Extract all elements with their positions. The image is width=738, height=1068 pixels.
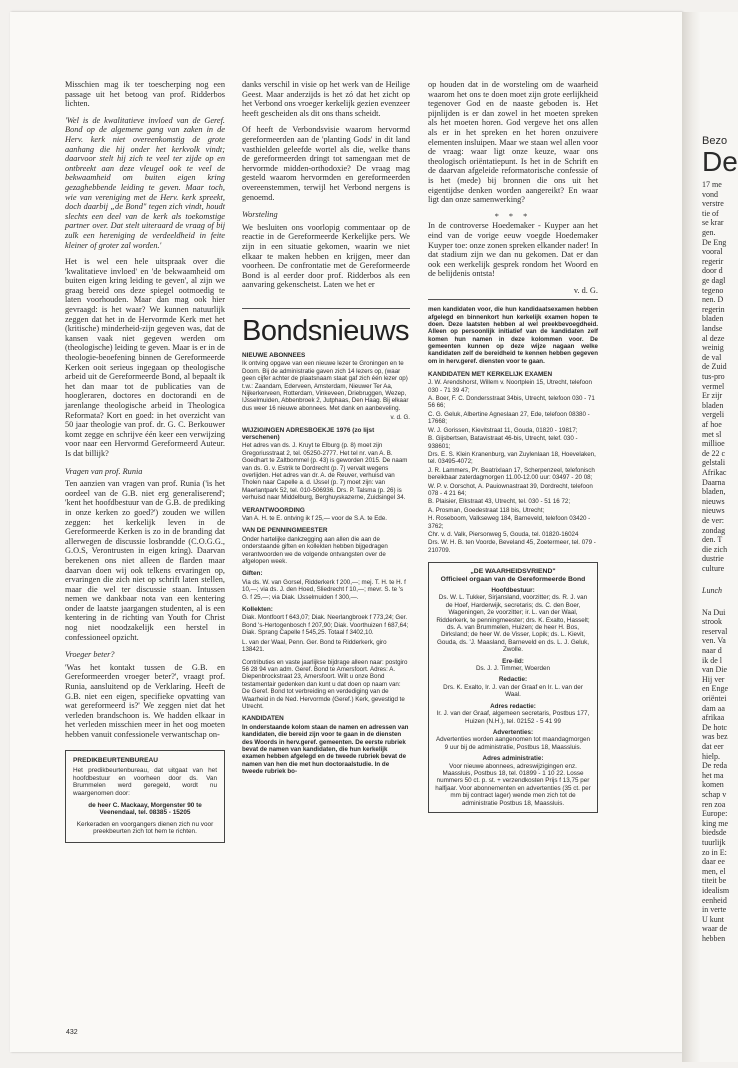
right-page-line: in verte [702, 905, 727, 915]
right-page-line: Er zijr [702, 391, 723, 401]
right-page-line: Daarna [702, 477, 726, 487]
list-item: Drs. E. S. Klein Kranenburg, van Zuylenlaan 18, Hoevelaken, tel. 03495-4072; [428, 450, 596, 466]
right-page-line: de val [702, 352, 722, 362]
subheading-vroeger: Vroeger beter? [65, 650, 115, 660]
right-page-line: naar d [702, 646, 722, 655]
right-page-line: landse [702, 324, 723, 333]
list-item: Drs. W. H. B. ten Voorde, Beveland 45, Zoetermeer, tel. 079 - 210709. [428, 539, 596, 554]
right-page-line: afrikaa [702, 713, 725, 723]
right-page-line: de Zuid [702, 362, 727, 372]
right-page-line: strook [702, 617, 722, 627]
colophon-heading: Adres redactie: [490, 702, 536, 710]
colophon-text: Drs. K. Exalto, Ir. J. van der Graaf en Ir. L. van der Waal. [443, 683, 583, 699]
right-page-line: dam aa [702, 703, 725, 713]
right-page-line: regerir [702, 256, 724, 266]
section-heading: VAN DE PENNINGMEESTER [242, 527, 328, 535]
right-page-line: nen. D [702, 295, 724, 305]
section-heading: KANDIDATEN [242, 715, 284, 723]
right-page-line: zondag [702, 525, 726, 535]
right-page-line: reserval [702, 626, 728, 636]
list-item: W. P. v. Oorschot, A. Pauiownastraat 39, Dordrecht, telefoon 078 - 4 21 64; [428, 482, 593, 497]
kandidaten-intro: men kandidaten voor, die hun kandidaatsexamen hebben afgelegd en binnenkort hun kerkelijk examen hopen te doen. Deze laatsten hebben al wel preekbevoegdheid. Alleen op persoonlijk initiatief van de kandidaten zelf komen hun namen in deze kolommen voor. De gemeenten kunnen op deze wijze nagaan welke kandidaten zelf de bereidheid te kennen hebben gegeven om in herv.geref. diensten voor te gaan. [428, 306, 598, 365]
section-break: * * * [494, 211, 532, 221]
right-page-line: eenheid [702, 895, 727, 905]
section-text: In onderstaande kolom staan de namen en adressen van kandidaten, die bereid zijn voor te gaan in de diensten des Woords in herv.geref. gemeenten. De eerste rubriek bevat de namen van kandidaten, die hun kerkelijk examen hebben afgelegd en de tweede rubriek bevat de namen van hen die met hun doctoraalstudie. In de tweede rubriek bo- [242, 723, 409, 776]
section-heading: Giften: [242, 570, 263, 578]
right-page-line: biedsde [702, 828, 727, 838]
right-page-line: titeit be [702, 876, 727, 886]
right-page-line: waar de [702, 924, 728, 934]
right-page-line: nieuws [702, 506, 725, 516]
colophon-heading: Hoofdbestuur: [491, 587, 535, 594]
bondsnieuws-headline: Bondsnieuws [242, 314, 409, 347]
right-page-line: se krar [702, 218, 724, 228]
right-page-line: hielp. [702, 751, 720, 761]
right-page-line: tegeno [702, 285, 724, 295]
right-page-line: bladen [702, 314, 724, 324]
colophon-text: Ds. W. L. Tukker, Sirjansland, voorzitter; ds. R. J. van de Hoef, Harderwijk, secretaris; ds. C. den Boer, Wageningen, 2e voorzitter; ir. L. van der Waal, Ridderkerk, te penningmeester; drs. K. Exalto, Hasselt; ds. A. van Brummelen, Huizen; de heer H. Bos, Dirksland; de heer W. de Visser, Lopik; ds. L. Kievit, Gouda, ds. 'J. Maasland, Barneveld en ds. L. J. Geluk, Zwolle. [436, 594, 590, 654]
box-contact: de heer C. Mackaay, Morgenster 90 te Veenendaal, tel. 08385 - 15205 [88, 801, 202, 817]
divider [242, 308, 410, 309]
colophon-text: Advertenties worden aangenomen tot maandagmorgen 9 uur bij de administratie, Postbus 18, Maassluis. [435, 736, 591, 751]
right-page-line: idealism [702, 886, 730, 895]
signature: L. van der Waal, Penn. Ger. Bond te Ridderkerk, giro 138421. [242, 638, 387, 654]
paragraph: Of heeft de Verbondsvisie waarom hervormd gereformeerden aan de 'planting Gods' in dit land vasthielden geleefde wortel als die, welke thans de gereformeerden dringt tot samengaan met de hervormde midden-orthodoxie? De vraag mag gesteld waarom hervormden en gereformeerden overeenstemmen, terwijl het Verbond nergens is genoemd. [242, 125, 410, 202]
right-page-line: daar ee [702, 857, 725, 867]
colophon-box [428, 562, 598, 813]
colophon-heading: Advertenties: [492, 728, 534, 736]
right-page-line: Afrikac [702, 468, 727, 477]
bondsnieuws-section [242, 352, 410, 776]
intro-paragraph: Misschien mag ik ter toescherping nog een passage uit het betoog van prof. Ridderbos lichten. [65, 80, 225, 109]
right-page-line: bladen [702, 400, 724, 410]
right-page-line: ik de l [702, 655, 722, 665]
colophon-heading: Adres administratie: [482, 755, 544, 763]
colophon-text: Ds. J. J. Timmer, Woerden [475, 665, 551, 673]
right-page-line: schap v [702, 790, 727, 799]
right-page-line: De reda [702, 761, 728, 771]
right-page-line: nieuws [702, 496, 725, 506]
right-page-line: men, el [702, 866, 726, 876]
right-page-line: De Eng [702, 237, 727, 247]
section-text: Van A. H. te E. ontving ik f 25,— voor de S.A. te Ede. [242, 515, 388, 522]
colophon-title: „DE WAARHEIDSVRIEND" [470, 568, 556, 576]
right-page-line: 17 me [702, 180, 722, 189]
colophon-text: Ir. J. van der Graaf, algemeen secretaris, Postbus 177, Huizen (N.H.), tel. 02152 - 5 41 99 [436, 710, 590, 725]
right-page-line: Hij ver [702, 674, 725, 684]
right-page-line: De hotc [702, 722, 728, 732]
right-page-line: bladen, [702, 487, 726, 497]
paragraph: op houden dat in de worsteling om de waarheid waarom het ons te doen moet zijn grote eerlijkheid tegenover God en de naaste geboden is. Het pijnlijden is er dan zowel in het moeten spreken als het moeten horen. God vergeve het ons allen als er in het spreken en het horen onzuivere elementen insluipen. Maar we staan wel allen voor de vraag: waar ligt onze keuze, waar ons theologisch oriëntatiepunt. Is het in de Schrift en de daarvan afgeleide reformatorische confessie of is het (mede) bij bronnen die ons uit het eigentijdse denken worden aangereikt? En waar ligt dan onze samenwerking? [428, 80, 598, 205]
right-page-line: Na Dui [702, 607, 726, 617]
right-page-line: van Die [702, 665, 728, 675]
box-text: Het predikbeurtenbureau, dat uitgaat van het hoofdbestuur en voorheen door ds. Van Brummelen werd geregeld, wordt nu waargenomen door: [73, 767, 217, 797]
right-page-line: hebben [702, 934, 726, 943]
right-page-line: met sl [702, 429, 722, 439]
column-3 [428, 80, 598, 813]
signature: v. d. G. [390, 414, 410, 422]
right-page-line: door d [702, 266, 723, 276]
paragraph: danks verschil in visie op het werk van de Heilige Geest. Maar anderzijds is het zó dat het zicht op het Verbond ons vroeger kerkelijk gezien evenzeer heeft gescheiden als dit ons thans scheidt. [242, 80, 411, 118]
list-item: W. J. Gorissen, Kievitstraat 11, Gouda, 01820 - 19817; [428, 426, 578, 434]
list-item: B. Plaisier, Elkstraat 43, Utrecht, tel. 030 - 51 16 72; [428, 498, 571, 506]
right-page-line: Europe: [702, 809, 728, 819]
colophon-subtitle: Officieel orgaan van de Gereformeerde Bond [440, 575, 586, 583]
right-page-line: ven. Va [702, 636, 726, 646]
right-page-line: den. T [702, 535, 723, 545]
right-page-line: regerin [702, 304, 725, 314]
right-page-line: en Enge [702, 684, 728, 694]
right-page-line: die zich [702, 544, 728, 554]
subheading-runia: Vragen van prof. Runia [65, 466, 143, 476]
paragraph: Ten aanzien van vragen van prof. Runia ('is het oordeel van de G.B. niet erg generaliserend'; 'kent het hoofdbestuur van de G.B. de prediking in onze kerken zo goed?') zouden we willen zeggen: het kerkelijk leven in de Gereformeerde Kerken is zo in de branding dat allerwegen de discussie losbrandde (C.O.G.G., G.O.S, Verontrusten in eigen kring). Daarvan berekenen ons niet alleen de flarden maar daarvan doen wij ook telkens ervaringen op, ervaringen die zich niet op schrift laten stellen, maar die wel ter discussie staan. Intussen nemen we dankbaar nota van een kentering onder de laatste jaargangen studenten, al is een kentering in de richting van Youth for Christ nog niet noodzakelijk een herstel in confessioneel opzicht. [65, 479, 225, 642]
section-text: Onder hartelijke dankzegging aan allen die aan de onderstaande giften en kollekten hebben bijgedragen verantwoorden we de volgende ontvangsten over de afgelopen week. [242, 535, 388, 566]
section-text: Via ds. W. van Gorsel, Ridderkerk f 200,—; mej. T. H. te H. f 10,—; via ds. J. den Hoed, Sliedrecht f 10,—; mevr. S. te 's G. f 25,—; via Diak. IJsselmuiden f 300,—. [242, 578, 406, 601]
section-heading: VERANTWOORDING [242, 506, 305, 514]
right-page-line: weinig [702, 343, 724, 353]
colophon-heading: Redactie: [498, 676, 528, 684]
paragraph: We besluiten ons voorlopig commentaar op de reactie in de Gereformeerde Kerkelijke pers. We zijn in een situatie gekomen, waarin we niet elkaar te maken hebben en krijgen, meer dan voorheen. De confrontatie met de Gereformeerde Bond is al eerder door prof. Ridderbos als een aanvaring gekenschetst. Laten we het er [242, 222, 410, 290]
left-page [10, 12, 682, 1052]
page-number: 432 [66, 1029, 78, 1036]
right-page-line: komen [702, 780, 724, 790]
paragraph: In de controverse Hoedemaker - Kuyper aan het eind van de vorige eeuw voegde Hoedemaker Kuyper toe: onze zonen spreken elkander nader! In dat stadium zijn we dan nu gekomen. Dat er dan ook een werkelijk gesprek rondom het Woord en de belijdenis ontsta! [428, 221, 598, 279]
right-page-line: millioe [702, 439, 725, 449]
subheading-worsteling: Worsteling [242, 210, 278, 220]
right-page-line: de ver: [702, 516, 724, 525]
right-page-line: oriëntei [702, 694, 727, 703]
right-page-line: was bez [702, 732, 728, 742]
colophon-text: Voor nieuwe abonnees, adreswijzigingen enz. Maassluis, Postbus 18, tel. 01899 - 1 10 22. Losse nummers 50 ct. p. st. + verzendkosten Prijs f 13,75 per halfjaar. Voor abonnementen en advertenties (35 ct. per mm bij contract lager) wende men zich tot de administratie Postbus 18, Maassluis. [435, 762, 591, 807]
right-page-line: gen. [702, 228, 716, 237]
right-page-line: king me [702, 818, 728, 828]
list-item: A. Boer, F. C. Dondersstraat 34bis, Utrecht, telefoon 030 - 71 56 66; [428, 395, 595, 410]
right-page-heading-large: De [702, 146, 738, 177]
colophon-heading: Ere-lid: [502, 657, 524, 665]
right-page-line: vermel [702, 381, 725, 391]
list-item: C. G. Geluk, Albertine Agneslaan 27, Ede, telefoon 08380 - 17668; [428, 410, 590, 426]
section-heading: WIJZIGINGEN ADRESBOEKJE 1976 (zo lijst verschenen) [242, 426, 375, 441]
right-page-line: af hoe [702, 420, 722, 429]
predikbeurtenbureau-box [65, 750, 225, 843]
column-2 [242, 80, 410, 778]
right-page-heading-small: Bezo [702, 135, 728, 147]
section-text: Contributies en vaste jaarlijkse bijdrage alleen naar: postgiro 56 28 94 van adm. Geref. Bond te Amersfoort. Adres: A. Diepenbrockstraat 23, Amersfoort. Wilt u onze Bond testamentair gedenken dan kunt u dat doen op naam van: De Geref. Bond tot verbreiding en verdediging van de Waarheid in de Ned. Hervormde (Geref.) Kerk, gevestigd te Utrecht. [242, 658, 408, 710]
list-item: J. R. Lammers, Pr. Beatrixlaan 17, Scherpenzeel, telefonisch bereikbaar zaterdagmorgen 11.00-12.00 uur: 03497 - 20 08; [428, 466, 595, 482]
section-heading: KANDIDATEN MET KERKELIJK EXAMEN [428, 370, 553, 378]
signature: v. d. G. [573, 285, 598, 295]
list-item: H. Roseboom, Valkseweg 184, Barneveld, telefoon 03420 - 3762; [428, 515, 591, 530]
right-page-line: tus-pro [702, 372, 725, 381]
right-page-line: vergeli [702, 410, 725, 420]
box-title: PREDIKBEURTENBUREAU [73, 756, 158, 764]
right-page-line: tuurlijk [702, 838, 726, 847]
list-item: Chr. v. d. Valk, Piersonweg 5, Gouda, tel. 01820-16024 [428, 530, 579, 538]
list-item: B. Gijsbertsen, Batavistraat 46-bis, Utrecht, telef. 030 - 938601; [428, 435, 578, 450]
right-page-line: U kunt [702, 914, 724, 924]
column-1 [65, 80, 225, 843]
page-gutter [682, 12, 700, 1062]
paragraph: Het is wel een hele uitspraak over die 'kwalitatieve invloed' en 'de bekwaamheid om buiten eigen kring leiding te geven', al zijn we graag bereid ons deze spiegel ootmoedig te laten voorhouden. Maar dan mag ook hier gevraagd: is het waar? We kunnen natuurlijk zeggen dat het in de Hervormde Kerk met het (kritische) minderheid-zijn gegeven was, dat de kansen vaak niet gegeven werden om (theologische) leiding te geven. Maar is er in de theologie-beoefening binnen de Gereformeerde Kerken ooit serieus ingegaan op theologische arbeid uit de Gereformeerde Bond, al bepaalt ik het dan maar tot de publicaties van de hoogleraren, doctores en doctorandi en de jarenlange theologische arbeid in Theologica Reformata? Kort en goed: in het overzicht van 50 jaar theologie van prof. dr. G. C. Berkouwer komt zegge en schrijve één keer een verwijzing voor naar een Hervormd Gereformeerd Auteur. Is dat billijk? [65, 257, 225, 458]
right-page-line: al deze [702, 333, 725, 343]
list-item: J. W. Arendshorst, Willem v. Noortplein 15, Utrecht, telefoon 030 - 71 39 47; [428, 379, 592, 394]
divider [428, 299, 598, 300]
right-page-line: ren zoa [702, 799, 726, 809]
right-page-subheading: Lunch [702, 585, 722, 595]
section-text: Ik ontving opgave van een nieuwe lezer te Groningen en te Doorn. Bij de administratie gaven zich 14 lezers op, (waar geen cijfer achter de plaatsnaam staat gaf zich één lezer op) t.w.: Zaandam, Ederveen, Amsterdam, Nieuwer Ter Aa, Nijkerkerveen, Rotterdam, Vinkeveen, Driebruggen, Wezep, IJsselmuiden, Abbenbroek 2, Jutphaas, Den Haag. Bij elkaar dus weer 16 nieuwe abonnees. Met dank en aanbeveling. [242, 360, 409, 412]
kandidaten-list [428, 371, 598, 554]
section-heading: Kollekten: [242, 606, 273, 614]
right-page-line: dustrie [702, 554, 724, 564]
right-page-line: dat eer [702, 742, 724, 751]
section-text: Het adres van ds. J. Kruyt te Elburg (p. 8) moet zijn Gregoriusstraat 2, tel. 05250-2777. Het tel nr. van A. B. Goedhart te Zaltbommel (p. 43) is geworden 2015. De naam van ds. G. v. Estrik te Dordrecht (p. 7) vervalt wegens overlijden. Het adres van dr. A. de Reuver, verhuisd van Tholen naar Capelle a. d. IJssel (p. 7) moet zijn: van Maerlantpark 52, tel. 010-506936. Drs. P. Talsma (p. 26) is verhuisd naar Middelburg, Berghuyskazerne, Zuidsingel 34. [242, 442, 408, 502]
section-text: Diak. Montfoort f 643,07; Diak. Neerlangbroek f 773,24; Ger. Bond 's-Hertogenbosch f 207,90; Diak. Voorthuizen f 687,64; Diak. Sprang Capelle f 545,25. Totaal f 3402,10. [242, 614, 409, 637]
right-page-line: het ma [702, 770, 724, 780]
right-page-line: zo in E: [702, 847, 727, 857]
right-page [700, 12, 738, 1062]
section-heading: NIEUWE ABONNEES [242, 351, 306, 359]
right-page-line: vooral [702, 247, 723, 257]
right-page-line: verstre [702, 199, 724, 209]
right-page-line: gelstali [702, 458, 726, 468]
magazine-spread [10, 12, 738, 1062]
ridderbos-quote: 'Wel is de kwalitatieve invloed van de Geref. Bond op de algemene gang van zaken in de Herv. kerk niet overeenkomstig de grote aanhang die hij onder het kerkvolk vindt; daarvoor stelt hij zich te veel ter zijde op en ontbreekt aan deze vleugel ook te veel de bekwaamheid om buiten eigen kring gezaghebbende leiding te geven. Maar toch, wie van vereniging met de Herv. kerk spreekt, doch daarbij „de Bond" tegen zich vindt, houdt slechts een deel van de kerk als toekomstige partner over. Dat stelt uiteraard de vraag of bij zulk een hereniging de verdeeldheid in feite kleiner of groter zal worden.' [65, 115, 225, 250]
paragraph: 'Was het kontakt tussen de G.B. en Gereformeerden vroeger beter?', vraagt prof. Runia, aansluitend op de Verklaring. Heeft de G.B. niet een eigen, specifieke opvatting van wat gereformeerd is?' We zeggen niet dat het verleden brandschoon is. We hadden elkaar in het verleden misschien meer in het oog moeten hebben vanuit confessionele verwantschap on- [65, 662, 225, 739]
right-page-line: tie of [702, 208, 719, 218]
box-footer: Kerkeraden en voorgangers dienen zich nu voor preekbeurten zich tot hem te richten. [76, 820, 214, 836]
right-page-line: vond [702, 189, 718, 199]
right-page-line: culture [702, 564, 725, 573]
right-page-line: ge dagl [702, 276, 726, 285]
right-page-line: de 22 c [702, 448, 726, 458]
list-item: A. Prosman, Goedestraat 118 bis, Utrecht; [428, 506, 545, 514]
